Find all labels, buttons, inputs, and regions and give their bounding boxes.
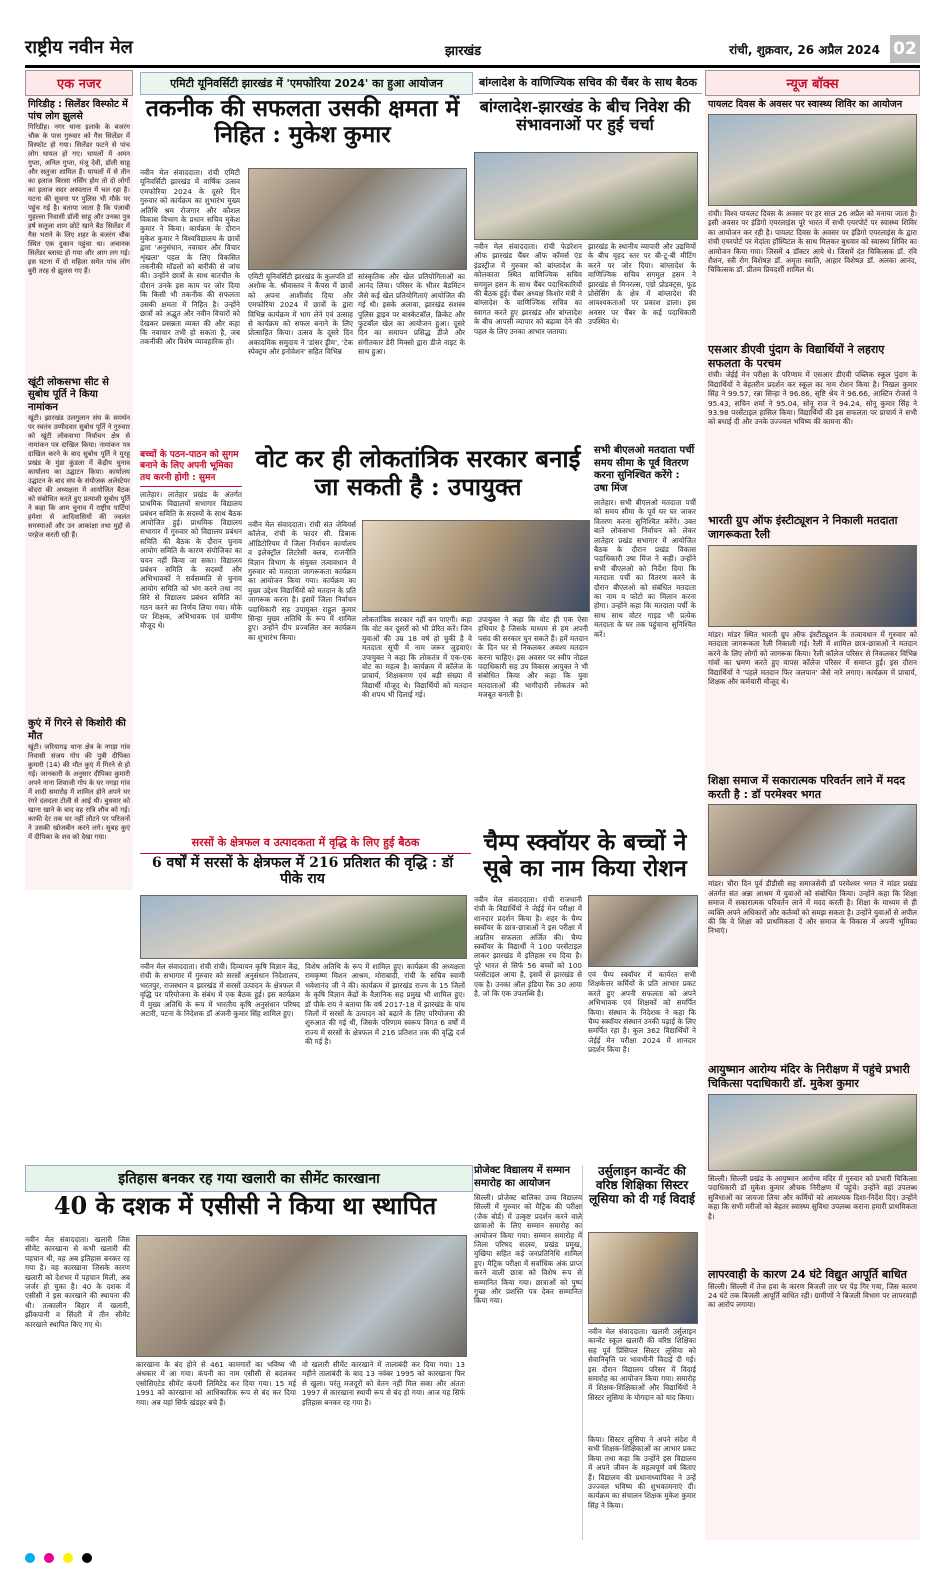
story-band: सरसों के क्षेत्रफल व उत्पादकता में वृद्धि के लिए हुई बैठक <box>140 832 471 854</box>
story-body: विशेष अतिथि के रूप में शामिल हुए। कार्यक्रम की अध्यक्षता रामकृष्ण मिशन आश्रम, मोराबादी, रांची के सचिव स्वामी भवेशानंद जी ने की। कार्यक्रम में झारखंड राज्य के 15 जिलों के कृषि विज्ञान केंद्रों के वैज्ञानिक सह प्रमुख भी शामिल हुए। डॉ पीके राय ने बताया कि वर्ष 2017-18 में झारखंड के पांच जिलों में सरसों के उत्पादन को बढ़ाने के लिए परियोजना की शुरुआत की गई थी, जिसके परिणाम स्वरूप विगत 6 वर्षों में राज्य में सरसों के क्षेत्रफल में 216 प्रतिशत तक की वृद्धि दर्ज की गई है। <box>305 962 465 1047</box>
brief-body: मांडर। चौरा दिन पूर्व डीडीसी सह समाजसेवी डॉ परमेश्वर भगत ने मांडर प्रखंड अंतर्गत संत अन्ना आश्रम में युवाओं को संबोधित किया। उन्होंने कहा कि शिक्षा समाज में सकारात्मक परिवर्तन लाने में मदद करती है। शिक्षा के माध्यम से ही व्यक्ति अपने अधिकारों और कर्तव्यों को समझ सकता है। उन्होंने युवाओं से अपील की कि वे शिक्षा को प्राथमिकता दें और समाज के विकास में अपनी भूमिका निभाएं। <box>708 879 917 936</box>
section-name: झारखंड <box>445 44 482 59</box>
story-headline: 40 के दशक में एसीसी ने किया था स्थापित <box>53 1191 437 1220</box>
side-story-body: लातेहार। सभी बीएलओ मतदाता पर्ची को समय सीमा के पूर्व घर घर जाकर वितरण करना सुनिश्चित करेंगे। उक्त बातें लोकसभा निर्वाचन को लेकर लातेहार प्रखंड सभागार में आयोजित बैठक के दौरान प्रखंड विकास पदाधिकारी उषा मिंज ने कही। उन्होंने सभी बीएलओ को निर्देश दिया कि मतदाता पर्ची का वितरण करने के दौरान बीएलओ को संबंधित मतदाता का नाम व फोटो का मिलान करना होगा। उन्होंने कहा कि मतदाता पर्ची के साथ साथ वोटर गाइड भी प्रत्येक मतदाता के घर तक पहुंचाना सुनिश्चित करें। <box>594 498 696 639</box>
brief-body: खूंटी। जरियागढ़ थाना क्षेत्र के नगड़ा गांव निवासी संजय गोप की पुत्री दीपिका कुमारी (14) की मौत कुएं में गिरने से हो गई। जानकारी के अनुसार दीपिका कुमारी अपने नाना शिवाजी गोप के घर नगड़ा गांव में शादी समारोह में शामिल होने अपने घर रंगरे दलदला टोली से आई थी। बुधवार को खाना खाने के बाद वह रात्रि शौच को गई। काफी देर तक घर नहीं लौटने पर परिजनों ने उसकी खोजबीन करने लगे। सुबह कुएं में दीपिका के शव को देखा गया। <box>28 743 130 842</box>
brief-title: शिक्षा समाज में सकारात्मक परिवर्तन लाने में मदद करती है : डॉ परमेश्वर भगत <box>708 773 906 801</box>
newspaper-name: राष्ट्रीय नवीन मेल <box>25 37 133 58</box>
brief-title: आयुष्मान आरोग्य मंदिर के निरीक्षण में पहुंचे प्रभारी चिकित्सा पदाधिकारी डॉ. मुकेश कुमार <box>708 1063 910 1091</box>
story-headline: तकनीक की सफलता उसकी क्षमता में निहित : मुकेश कुमार <box>145 95 460 149</box>
rally-photo <box>708 545 917 627</box>
story-body: उपायुक्त ने कहा कि वोट ही एक ऐसा हथियार है जिसके माध्यम से हम अपनी पसंद की सरकार चुन सकते हैं। हमें मतदान के दिन घर से निकलकर अवश्य मतदान करना चाहिए। इस अवसर पर स्वीप नोडल पदाधिकारी सह उप विकास आयुक्त ने भी संबोधित किया और कहा कि युवा मतदाताओं की भागीदारी लोकतंत्र को मजबूत बनाती है। <box>478 615 588 700</box>
story-headline: उर्सुलाइन कान्वेंट की वरिष्ठ शिक्षिका सिस्टर लूसिया को दी गई विदाई <box>589 1164 695 1206</box>
story-title: प्रोजेक्ट विद्यालय में सम्मान समारोह का आयोजन <box>474 1165 571 1189</box>
print-registration-marks <box>25 1548 920 1560</box>
page-number: 02 <box>890 35 920 63</box>
event-photo <box>708 804 917 876</box>
brief-title: खूंटी लोकसभा सीट से सुबोध पूर्ति ने किया नामांकन <box>28 376 109 413</box>
brief-title: एसआर डीएवी पुंदाग के विद्यार्थियों ने लहराए सफलता के परचम <box>708 342 885 370</box>
camp-photo <box>708 114 917 206</box>
brief-title: भारती ग्रुप ऑफ इंस्टीट्यूशन ने निकाली मतदाता जागरूकता रैली <box>708 514 898 542</box>
brief-body: खूंटी। झारखंड उलगुलान संघ के समर्थन पर स्वतंत्र उम्मीदवार सुबोध पूर्ति ने गुरुवार को खूंटी लोकसभा निर्वाचन क्षेत्र से नामांकन पत्र दाखिल किया। नामांकन पत्र दाखिल करने के बाद सुबोध पूर्ति ने मुरहू प्रखंड के मुंडा कुंडला में केंद्रीय चुनाव कार्यालय का उद्घाटन किया। कार्यालय उद्घाटन के बाद संघ के संयोजक अलेस्टेयर बोदरा की अध्यक्षता में आयोजित बैठक को संबोधित करते हुए प्रत्याशी सुबोध पूर्ति ने कहा कि आम चुनाव में राष्ट्रीय पार्टियां हमेशा से आदिवासियों की ज्वलंत समस्याओं और उन आकांक्षा तथा मुद्दों से परहेज करती रही हैं। <box>28 414 130 540</box>
side-story <box>594 445 696 825</box>
brief-title: गिरिडीह : सिलेंडर विस्फोट में पांच लोग झुलसे <box>28 99 128 122</box>
ek-nazar-header: एक नजर <box>25 70 133 96</box>
story-body: नवीन मेल संवाददाता। रांची संत जेवियर्स कॉलेज, रांची के फादर सी. डिबाक ऑडिटोरियम में जिला निर्वाचन कार्यालय व इलेक्ट्रॉल लिटरेसी क्लब, राजनीति विज्ञान विभाग के संयुक्त तत्वावधान में गुरुवार को मतदाता जागरूकता कार्यक्रम का आयोजन किया गया। कार्यक्रम का मुख्य उद्देश्य विद्यार्थियों को मतदान के प्रति जागरूक करना है। इसमें जिला निर्वाचन पदाधिकारी सह उपायुक्त राहुल कुमार सिन्हा मुख्य अतिथि के रूप में शामिल हुए। उन्होंने दीप प्रज्वलित कर कार्यक्रम का शुभारंभ किया। <box>248 520 356 642</box>
ek-nazar-column <box>25 70 133 890</box>
story-body: कारखाना के बंद होने से 461 कामगारों का भविष्य भी अंधकार में आ गया। कंपनी का नाम एसीसी से बदलकर एसोसिएटेड सीमेंट कंपनी लिमिटेड कर दिया गया। 15 मई 1991 को कारखाना को आधिकारिक रूप से बंद कर दिया गया। अब यहां सिर्फ खंडहर बचे हैं। <box>136 1360 296 1407</box>
brief-body: सिल्ली। सिल्ली में तेज हवा के कारण बिजली तार पर पेड़ गिर गया, जिस कारण 24 घंटे तक बिजली आपूर्ति बाधित रही। ग्रामीणों ने बिजली विभाग पर लापरवाही का आरोप लगाया। <box>708 1281 917 1310</box>
cyan-dot-icon <box>25 1553 35 1563</box>
meeting-photo <box>474 152 698 240</box>
brief-title: लापरवाही के कारण 24 घंटे विद्युत आपूर्ति बाधित <box>708 1267 907 1281</box>
news-box-header: न्यूज बॉक्स <box>705 70 920 96</box>
story-body: नवीन मेल संवाददाता। रांची एमिटी यूनिवर्सिटी झारखंड में वार्षिक उत्सव एमफोरिया 2024 के दूसरे दिन गुरुवार को कार्यक्रम का शुभारंभ मुख्य अतिथि श्रम रोजगार और कौशल विकास विभाग के प्रधान सचिव मुकेश कुमार ने किया। कार्यक्रम के दौरान मुकेश कुमार ने विश्वविद्यालय के छात्रों द्वारा 'अनुसंधान, नवाचार और विचार शृंखला' पहल के लिए विकसित तकनीकी मॉडलों को बारीकी से जांच की। उन्होंने छात्रों के साथ बातचीत के दौरान उनके इस काम पर जोर दिया कि किसी भी तकनीक की सफलता उसकी क्षमता में निहित है। उन्होंने छात्रों को अद्भुत और नवीन विचारों को देखकर प्रसन्नता व्यक्त की और कहा कि नवाचार तभी हो सकता है, जब तकनीकी और विशेष व्यावहारिक हो। <box>140 168 240 347</box>
story-band: बांग्लादेश के वाणिज्यिक सचिव की चैंबर के साथ बैठक <box>474 72 702 94</box>
brief-body: मांडर। मांडर स्थित भारती ग्रुप ऑफ इंस्टीट्यूशन के तत्वावधान में गुरुवार को मतदाता जागरूकता रैली निकाली गई। रैली में शामिल छात्र-छात्राओं ने मतदान करने के लिए लोगों को जागरूक किया। रैली कॉलेज परिसर से निकलकर विभिन्न गांवों का भ्रमण करते हुए वापस कॉलेज परिसर में समाप्त हुई। इस दौरान विद्यार्थियों ने 'पहले मतदान फिर जलपान' जैसे नारे लगाए। कार्यक्रम में प्राचार्य, शिक्षक और कर्मचारी मौजूद थे। <box>708 629 917 686</box>
brief-body: गिरिडीह। नगर थाना इलाके के बजरंग चौक के पास गुरुवार को गैस सिलेंडर में विस्फोट हो गया। सिलेंडर फटने से पांच लोग घायल हो गए। घायलों में अमन गुप्ता, अनिल गुप्ता, मंजू देवी, डॉली साहू और सलुजा शामिल हैं। घायलों में से तीन का इलाज बिरसा नर्सिंग होम तो दो लोगों का इलाज सदर अस्पताल में चल रहा है। घटना की सूचना पर पुलिस भी मौके पर पहुंच गई है। बताया जाता है कि पंजाबी मुहल्ला निवासी डॉली साहू और उनका पुत्र हर्ष सलूजा शाम छोटे खाने बैठ सिलेंडर में गैस भराने के लिए शहर के बजरंग चौक स्थित एक दुकान पहुंचा था। अचानक सिलेंडर ब्लास्ट हो गया और आग लग गई। इस घटना में दो महिला समेत पांच लोग बुरी तरह से झुलस गए हैं। <box>28 122 130 275</box>
story-body: नवीन मेल संवाददाता। खलारी जिस सीमेंट कारखाना से कभी खलारी की पहचान थी, वह अब इतिहास बनकर रह गया है। वह कारखाना जिसके कारण खलारी को देशभर में पहचान मिली, अब जर्जर हो चुका है। 40 के दशक में एसीसी ने इस कारखाने की स्थापना की थी। तत्कालीन बिहार में खलारी, झींकपानी व सिंदरी में तीन सीमेंट कारखाने स्थापित किए गए थे। <box>25 1235 130 1329</box>
story-headline: 6 वर्षों में सरसों के क्षेत्रफल में 216 प्रतिशत की वृद्धि : डॉ पीके राय <box>151 855 454 888</box>
story-body: झारखंड के स्थानीय व्यापारी और उद्यमियों के बीच वृहद स्तर पर बी-टू-बी मीटिंग करने पर जोर दिया। बांग्लादेश के वाणिज्यिक सचिव सगमुल हसन ने झारखंड से मिनरल्स, एग्रो प्रोडक्ट्स, फूड प्रोसेसिंग के क्षेत्र में बांग्लादेश की आवश्यकताओं पर प्रकाश डाला। इस अवसर पर चैंबर के कई पदाधिकारी उपस्थित थे। <box>588 242 696 327</box>
story-body: एवं चैम्प स्क्वॉयर में कार्यरत सभी शिक्षकेत्तर कर्मियों के प्रति आभार प्रकट करते हुए अपनी सफलता को अपने अभिभावक एवं शिक्षकों को समर्पित किया। संस्थान के निदेशक ने कहा कि चैम्प स्क्वॉयर संस्थान उनकी पढ़ाई के लिए समर्पित रहा है। कुल 362 विद्यार्थियों ने जेईई मेन परीक्षा 2024 में शानदार प्रदर्शन किया है। <box>588 970 696 1055</box>
story-headline: बांग्लादेश-झारखंड के बीच निवेश की संभावनाओं पर हुई चर्चा <box>479 97 691 135</box>
story-body: नवीन मेल संवाददाता। रांची फेडरेशन ऑफ झारखंड चैंबर ऑफ कॉमर्स एंड इंडस्ट्रीज में गुरुवार को बांग्लादेश के कोलकाता स्थित वाणिज्यिक सचिव सगमुल हसन के साथ चैंबर पदाधिकारियों की बैठक हुई। चैंबर अध्यक्ष किशोर मंत्री ने बांग्लादेश के वाणिज्यिक सचिव का स्वागत करते हुए झारखंड और बांग्लादेश के बीच आपसी व्यापार को बढ़ावा देने की पहल के लिए उनका आभार जताया। <box>474 242 582 336</box>
story-body: नवीन मेल संवाददाता। खलारी उर्सुलाइन कान्वेंट स्कूल खलारी की वरिष्ठ शिक्षिका सह पूर्व प्रिंसिपल सिस्टर लूसिया को सेवानिवृत्ति पर भावभीनी विदाई दी गई। इस दौरान विद्यालय परिसर में विदाई समारोह का आयोजन किया गया। समारोह में शिक्षक-शिक्षिकाओं और विद्यार्थियों ने सिस्टर लूसिया के योगदान को याद किया। <box>588 1327 696 1402</box>
side-story-title: सभी बीएलओ मतदाता पर्ची समय सीमा के पूर्व वितरण करना सुनिश्चित करेंगे : उषा मिंज <box>594 445 695 494</box>
hospital-photo <box>708 1094 917 1171</box>
magenta-dot-icon <box>44 1553 54 1563</box>
story-headline: चैम्प स्क्वॉयर के बच्चों ने सूबे का नाम किया रोशन <box>483 829 687 883</box>
story-body: सांस्कृतिक और खेल प्रतियोगिताओं का आनंद लिया। परिसर के भीतर बैडमिंटन जैसे कई खेल प्रतियोगिताएं आयोजित की गई थी। इसके अलावा, झारखंड सशस्त्र पुलिस ड्राइव पर बास्केटबॉल, क्रिकेट और फुटबॉल खेल का आयोजन हुआ। दूसरे दिन का समापन प्रसिद्ध डीजे और संगीतकार डेरी मिक्सो द्वारा डीजे नाइट के साथ हुआ। <box>358 272 465 357</box>
pull-story-body: लातेहार। लातेहार प्रखंड के अंतर्गत प्राथमिक विद्यालयों सभागार विद्यालय प्रबंधन समिति के सदस्यों के साथ बैठक आयोजित हुई। प्राथमिक विद्यालय सभागार में गुरुवार को विद्यालय प्रबंधन समिति की बैठक के दौरान चुनाव आयोग समिति के कारण संयोजिका का चयन नहीं किया जा सका। विद्यालय प्रबंधन समिति के सदस्यों और अभिभावकों ने सर्वसम्मति से चुनाव आयोग समिति को भंग करने तथा नए सिरे से विद्यालय प्रबंधन समिति का गठन करने का निर्णय लिया गया। मौके पर शिक्षक, अभिभावक एवं ग्रामीण मौजूद थे। <box>140 489 242 631</box>
black-dot-icon <box>82 1553 92 1563</box>
story-body: किया। सिस्टर लूसिया ने अपने संदेश में सभी शिक्षक-शिक्षिकाओं का आभार प्रकट किया तथा कहा कि उन्होंने इस विद्यालय में अपने जीवन के महत्वपूर्ण वर्ष बिताए हैं। विद्यालय की प्रधानाध्यापिका ने उन्हें उज्ज्वल भविष्य की शुभकामनाएं दीं। कार्यक्रम का संचालन शिक्षक मुकेश कुमार सिंह ने किया। <box>588 1435 696 1510</box>
event-photo <box>362 520 590 612</box>
story-body: नवीन मेल संवाददाता। रांची रांची। दिव्यायन कृषि विज्ञान केंद्र, रांची के सभागार में गुरुवार को सरसों अनुसंधान निदेशालय, भरतपुर, राजस्थान व झारखंड में सरसों उत्पादन के क्षेत्रफल में वृद्धि पर परियोजना के संबंध में एक बैठक हुई। इस कार्यक्रम में मुख्य अतिथि के रूप में भारतीय कृषि अनुसंधान परिषद अटारी, पटना के निदेशक डॉ अंजनी कुमार सिंह शामिल हुए। <box>140 962 300 1019</box>
project-school-story <box>474 1165 583 1540</box>
yellow-dot-icon <box>63 1553 73 1563</box>
story-band: एमिटी यूनिवर्सिटी झारखंड में 'एमफोरिया 2024' का हुआ आयोजन <box>140 72 473 95</box>
event-photo <box>248 168 467 270</box>
pull-story <box>140 450 242 825</box>
meeting-photo <box>140 895 467 959</box>
main-headline: वोट कर ही लोकतांत्रिक सरकार बनाई जा सकती है : उपायुक्त <box>255 444 581 501</box>
brief-body: सिल्ली। सिल्ली प्रखंड के आयुष्मान आरोग्य मंदिर में गुरुवार को प्रभारी चिकित्सा पदाधिकारी डॉ मुकेश कुमार औचक निरीक्षण में पहुंचे। उन्होंने वहां उपलब्ध सुविधाओं का जायजा लिया और कर्मियों को आवश्यक दिशा-निर्देश दिए। उन्होंने कहा कि सभी मरीजों को बेहतर स्वास्थ्य सुविधा उपलब्ध कराना हमारी प्राथमिकता है। <box>708 1173 917 1221</box>
brief-title: कुएं में गिरने से किशोरी की मौत <box>28 718 126 742</box>
date-line: रांची, शुक्रवार, 26 अप्रैल 2024 <box>729 43 880 57</box>
story-body: वो खलारी सीमेंट कारखाने में तालाबंदी कर दिया गया। 13 महीने तालाबंदी के बाद 13 नवंबर 1995 को कारखाना फिर से खुला। परंतु मजदूरों को वेतन नहीं मिल सका और अंततः 1997 से कारखाना स्थायी रूप से बंद हो गया। आज यह सिर्फ इतिहास बनकर रह गया है। <box>302 1360 465 1407</box>
story-band: इतिहास बनकर रह गया खलारी का सीमेंट कारखाना <box>25 1165 473 1192</box>
news-box-column <box>705 70 920 1540</box>
story-body: सिल्ली। प्रोजेक्ट बालिका उच्च विद्यालय सिल्ली में गुरुवार को मैट्रिक की परीक्षा (जैक बोर्ड) में उत्कृष्ट प्रदर्शन करने वाले छात्राओं के लिए सम्मान समारोह का आयोजन किया गया। सम्मान समारोह में जिला परिषद सदस्य, प्रखंड प्रमुख, मुखिया सहित कई जनप्रतिनिधि शामिल हुए। मैट्रिक परीक्षा में सर्वाधिक अंक प्राप्त करने वाली छात्रा को विशेष रूप से सम्मानित किया गया। छात्राओं को पुष्प गुच्छ और प्रशस्ति पत्र देकर सम्मानित किया गया। <box>474 1193 582 1306</box>
story-body: लोकतांत्रिक सरकार नहीं बन पाएगी। कहा कि वोट कर दूसरों को भी प्रेरित करें। जिन युवाओं की उम्र 18 वर्ष हो चुकी है वे मतदाता सूची में नाम जरूर जुड़वाएं। उपायुक्त ने कहा कि लोकतंत्र में एक-एक वोट का महत्व है। कार्यक्रम में कॉलेज के प्राचार्य, शिक्षकगण एवं बड़ी संख्या में विद्यार्थी मौजूद थे। विद्यार्थियों को मतदान की शपथ भी दिलाई गई। <box>362 615 472 700</box>
brief-title: पायलट दिवस के अवसर पर स्वास्थ्य शिविर का आयोजन <box>708 99 903 110</box>
farewell-photo <box>588 1232 698 1324</box>
brief-body: रांची। जेईई मेन परीक्षा के परिणाम में एसआर डीएवी पब्लिक स्कूल पुंदाग के विद्यार्थियों ने बेहतरीन प्रदर्शन कर स्कूल का नाम रोशन किया है। निखल कुमार सिंह ने 99.57, रन्ना सिन्हा ने 96.86, सृष्टि श्रेय ने 96.66, आस्टिन रोजर्स ने 95.43, सचिन शर्मा ने 95.04, सोनू राज ने 94.24, सोनू कुमार सिंह ने 93.98 परसेंटाइल हासिल किया। विद्यार्थियों की इस सफलता पर प्राचार्य ने सभी को बधाई दी और उनके उज्ज्वल भविष्य की कामना की। <box>708 370 917 427</box>
masthead <box>25 35 920 68</box>
brief-body: रांची। विश्व पायलट दिवस के अवसर पर हर साल 26 अप्रैल को मनाया जाता है। इसी अवसर पर इंडिगो एयरलाइंस पूरे भारत में सभी एयरपोर्ट पर स्वास्थ्य शिविर का आयोजन कर रही है। पायलट दिवस के अवसर पर इंडिगो एयरलाइंस के द्वारा रांची एयरपोर्ट पर मेदांता हॉस्पिटल के साथ मिलकर बुधवार को स्वास्थ्य शिविर का आयोजन किया गया। जिसमें 4 डॉक्टर आये थे। जिसमें दंत चिकित्सक डॉ. रवि रौशन, स्त्री रोग विशेषज्ञ डॉ. अमृता स्वाति, आहार विशेषज्ञ डॉ. अलका आनंद, चिकित्सक डॉ. प्रीतम प्रियदर्शी शामिल थे। <box>708 208 917 275</box>
factory-photo <box>136 1235 467 1357</box>
pull-story-title: बच्चों के पठन-पाठन को सुगम बनाने के लिए अपनी भूमिका तय करनी होगी : सुमन <box>140 450 242 487</box>
story-body: एमिटी यूनिवर्सिटी झारखंड के कुलपति डॉ अशोक के. श्रीवास्तव ने कैंपस में छात्रों को अपना आशीर्वाद दिया और एमफोरिया 2024 में छात्रों के द्वारा विभिन्न कार्यक्रम में भाग लेने एवं उत्साह से कार्यक्रम को सफल बनाने के लिए प्रोत्साहित किया। उत्सव के दूसरे दिन अकादमिक समुदाय ने 'डांसर ड्रीम', 'टेक स्पेक्ट्रम और इनोवेशन' सहित विभिन्न <box>248 272 353 357</box>
story-body: नवीन मेल संवाददाता। रांची राजधानी रांची के विद्यार्थियों ने जेईई मेन परीक्षा में शानदार प्रदर्शन किया है। शहर के चैम्प स्क्वॉयर के छात्र-छात्राओं ने इस परीक्षा में अप्रतिम सफलता अर्जित की। चैम्प स्क्वॉयर के विद्यार्थी ने 100 परसेंटाइल लाकर झारखंड में इतिहास रच दिया है। पूरे भारत से सिर्फ 56 बच्चों को 100 परसेंटाइल आया है, इसमें से झारखंड से एक है। उनका ऑल इंडिया रैंक 30 आया है, जो कि एक उपलब्धि है। <box>474 895 582 999</box>
students-photo <box>588 895 698 967</box>
